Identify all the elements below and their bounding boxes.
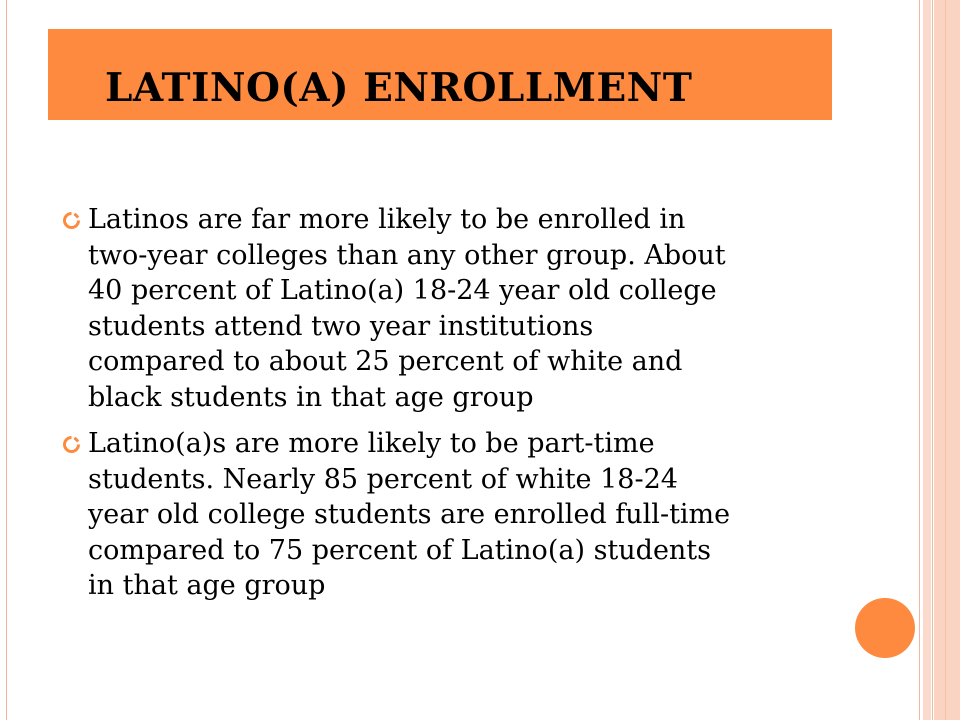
bullet-text-line: Latinos are far more likely to be enrolled in <box>88 204 686 235</box>
bullet-text-line: black students in that age group <box>88 381 534 413</box>
orange-circle-decoration <box>855 598 915 658</box>
bullet-item <box>62 426 912 604</box>
right-border-stripe <box>932 0 933 720</box>
right-border-stripe <box>934 0 960 720</box>
bullet-text-line: 40 percent of Latino(a) 18-24 year old college <box>88 275 717 306</box>
bullet-list <box>62 202 912 615</box>
right-border-stripe <box>919 0 920 720</box>
bullet-text-line: compared to about 25 percent of white and <box>88 346 683 377</box>
ring-bullet-icon <box>63 436 80 453</box>
left-border-line <box>6 0 7 720</box>
right-border-stripe <box>945 0 946 720</box>
bullet-item <box>62 202 912 415</box>
bullet-text-line: in that age group <box>88 570 326 601</box>
right-border-stripe <box>923 0 931 720</box>
bullet-text-line: Latino(a)s are more likely to be part-time <box>88 428 655 459</box>
bullet-text-line: compared to 75 percent of Latino(a) students <box>88 534 712 566</box>
bullet-text-line: year old college students are enrolled full-time <box>88 499 731 530</box>
slide-title: LATINO(A) ENROLLMENT <box>105 65 693 111</box>
ring-bullet-icon <box>63 212 80 229</box>
bullet-text-line: students. Nearly 85 percent of white 18-24 <box>88 463 678 495</box>
bullet-text-line: two-year colleges than any other group. About <box>88 239 726 271</box>
bullet-text-line: students attend two year institutions <box>88 310 594 342</box>
